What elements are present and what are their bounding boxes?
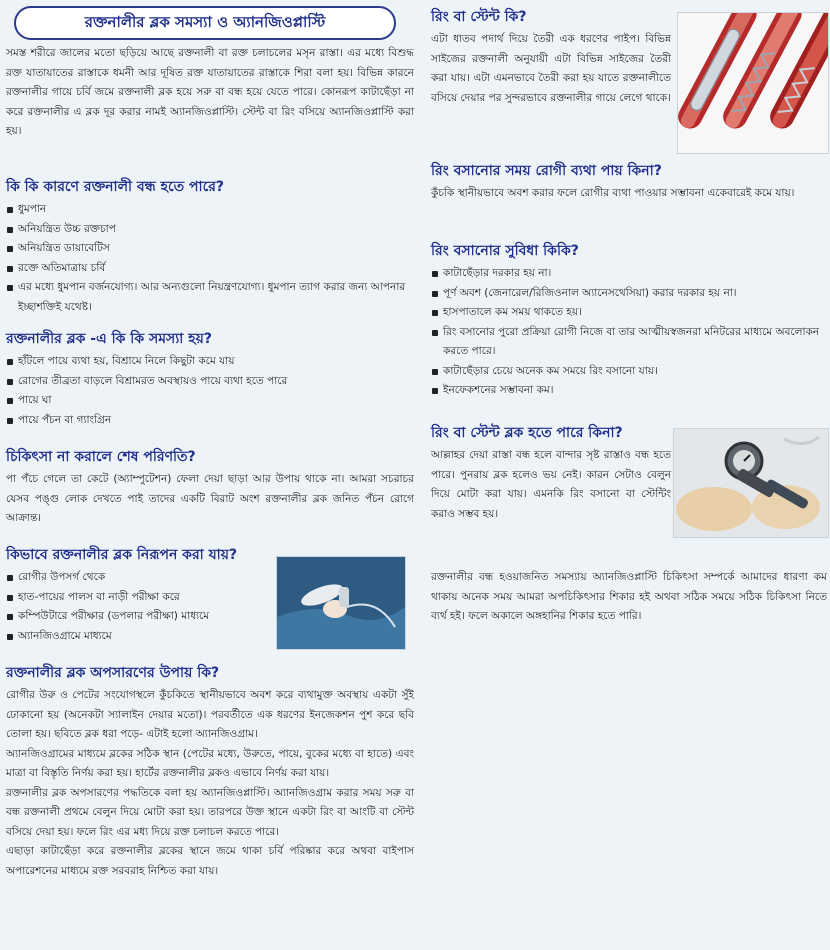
- reblock-heading: রিং বা স্টেন্ট ব্লক হতে পারে কিনা?: [431, 425, 623, 441]
- bullet-icon: [432, 291, 438, 297]
- list-item: পায়ে পঁচন বা গ্যাংগ্রিন: [6, 411, 414, 431]
- treatment-paragraph: রোগীর উরু ও পেটের সংযোগস্থলে কুঁচকিতে স্থানীয়ভাবে অবশ করে ব্যথামুক্ত অবস্থায় একটা সুঁই ঢোকানো হয় (অনেকটা স্যালাইন দেয়ার মতো)। পরবর্তীতে এক ধরণের ইনজেকশন পুশ করে ছবি তোলা হয়। ছবিতে ব্লক ধরা পড়ে- এটাই হলো অ্যানজিওগ্রাম।: [6, 689, 414, 740]
- list-item: রিং বসানোর পুরো প্রক্রিয়া রোগী নিজে বা তার আত্মীয়স্বজনরা মনিটরের মাধ্যমে অবলোকন করতে পারে।: [431, 323, 827, 362]
- outcome-section: [6, 448, 414, 529]
- list-item: কাটাছেঁড়ার দরকার হয় না।: [431, 264, 827, 284]
- treatment-paragraph: অ্যানজিওগ্রামের মাধ্যমে ব্লকের সঠিক স্থান (পেটের মধ্যে, উরুতে, পায়ে, বুকের মধ্যে বা হাতে) এবং মাত্রা বা বিস্তৃতি নির্ণয় করা হয়। হার্টের রক্তনালীর ব্লকও এভাবে নির্ণয় করা যায়।: [6, 747, 414, 779]
- diagnosis-section: [6, 546, 268, 646]
- stent-illustration: [678, 13, 828, 153]
- diagnosis-list: [6, 568, 268, 646]
- list-item: হাঁটলে পায়ে ব্যথা হয়, বিশ্রামে নিলে কিছুটা কমে যায়: [6, 352, 414, 372]
- bullet-icon: [432, 388, 438, 394]
- conclusion-text: রক্তনালীর বন্ধ হওয়াজনিত সমস্যায় অ্যানজিওপ্লাস্টি চিকিৎসা সম্পর্কে আমাদের ধারণা কম থাকায় অনেক সময় আমরা অপচিকিৎসার শিকার হই অথবা সঠিক সময়ে সঠিক চিকিৎসা নিতে ব্যর্থ হই। ফলে অকালে অঙ্গহানির শিকার হতে পারি।: [431, 571, 827, 622]
- benefits-section: [431, 242, 827, 401]
- stent-section: [431, 8, 671, 108]
- doppler-exam-illustration: [277, 557, 405, 649]
- stent-image: [677, 12, 829, 154]
- bullet-icon: [7, 227, 13, 233]
- doppler-exam-image: [276, 556, 406, 650]
- bullet-icon: [7, 266, 13, 272]
- list-item: অনিয়ন্ত্রিত উচ্চ রক্তচাপ: [6, 220, 414, 240]
- bullet-icon: [7, 246, 13, 252]
- list-item: ইনফেকশনের সম্ভাবনা কম।: [431, 381, 827, 401]
- treatment-section: [6, 664, 414, 881]
- list-item: পূর্ণ অবশ (জেনারেল/রিজিওনাল অ্যানেসথেসিয়া) করার দরকার হয় না।: [431, 284, 827, 304]
- list-item: পায়ে ঘা: [6, 391, 414, 411]
- list-item: এর মধ্যে ধুমপান বর্জনযোগ্য। আর অন্যগুলো নিয়ন্ত্রণযোগ্য। ধুমপান ত্যাগ করার জন্য আপনার ইচ্ছাশক্তিই যথেষ্ট।: [6, 278, 414, 317]
- diagnosis-heading: কিভাবে রক্তনালীর ব্লক নিরূপন করা যায়?: [6, 547, 238, 563]
- page-title: রক্তনালীর ব্লক সমস্যা ও অ্যানজিওপ্লাস্টি: [14, 6, 396, 40]
- problems-heading: রক্তনালীর ব্লক -এ কি কি সমস্যা হয়?: [6, 331, 212, 347]
- conclusion-section: [431, 568, 827, 627]
- intro-section: [6, 44, 414, 142]
- bullet-icon: [7, 614, 13, 620]
- causes-section: [6, 178, 414, 317]
- list-item: ধুমপান: [6, 200, 414, 220]
- balloon-procedure-image: [673, 428, 829, 538]
- bullet-icon: [7, 207, 13, 213]
- treatment-paragraph: রক্তনালীর ব্লক অপসারণের পদ্ধতিকে বলা হয় অ্যানজিওপ্লাস্টি। অ্যানজিওগ্রাম করার সময় সরু বা বন্ধ রক্তনালী প্রথমে বেলুন দিয়ে মোটা করা হয়। তারপরে উক্ত স্থানে একটা রিং বা আংটি বা স্টেন্ট বসিয়ে দেয়া হয়। ফলে রিং এর মধ্য দিয়ে রক্ত চলাচল করতে পারে।: [6, 786, 414, 838]
- intro-text: সমস্ত শরীরে জালের মতো ছড়িয়ে আছে রক্তনালী বা রক্ত চলাচলের মসৃন রাস্তা। এর মধ্যে বিশুদ্ধ রক্ত যাতায়াতের রাস্তাকে ধমনী আর দূষিত রক্ত যাতায়াতের রাস্তাকে শিরা বলা হয়। বিভিন্ন কারনে রক্তনালীর গায়ে চর্বি জমে রক্তনালী ব্লক হয়ে সরু বা বন্ধ হয়ে যেতে পারে। কোনরূপ কাটাছেঁড়া না করে রক্তনালীর এ ব্লক দূর করার নামই অ্যানজিওপ্লাস্টি। স্টেন্ট বা রিং বসিয়ে অ্যানজিওপ্লাস্টি করা হয়।: [6, 47, 414, 137]
- bullet-icon: [7, 398, 13, 404]
- bullet-icon: [7, 595, 13, 601]
- bullet-icon: [7, 285, 13, 291]
- list-item: হাত-পায়ের পালস বা নাড়ী পরীক্ষা করে: [6, 588, 268, 608]
- causes-heading: কি কি কারণে রক্তনালী বন্ধ হতে পারে?: [6, 179, 225, 195]
- list-item: কম্পিউটারে পরীক্ষার (ডপলার পরীক্ষা) মাধ্যমে: [6, 607, 268, 627]
- bullet-icon: [7, 575, 13, 581]
- bullet-icon: [432, 310, 438, 316]
- list-item: অনিয়ন্ত্রিত ডায়াবেটিস: [6, 239, 414, 259]
- treatment-paragraph: এছাড়া কাটাছেঁড়া করে রক্তনালীর ব্লকের স্থানে জমে থাকা চর্বি পরিষ্কার করে অথবা বাইপাস অপারেশনের মাধ্যমে রক্ত সরবরাহ নিশ্চিত করা যায়।: [6, 845, 414, 877]
- balloon-procedure-illustration: [674, 429, 828, 537]
- pain-heading: রিং বসানোর সময় রোগী ব্যথা পায় কিনা?: [431, 163, 662, 179]
- list-item: অ্যানজিওগ্রামে মাধ্যমে: [6, 627, 268, 647]
- bullet-icon: [432, 330, 438, 336]
- benefits-list: [431, 264, 827, 401]
- problems-list: [6, 352, 414, 430]
- bullet-icon: [432, 271, 438, 277]
- bullet-icon: [432, 369, 438, 375]
- problems-section: [6, 330, 414, 430]
- treatment-heading: রক্তনালীর ব্লক অপসারণের উপায় কি?: [6, 665, 220, 681]
- list-item: রোগের তীব্রতা বাড়লে বিশ্রামরত অবস্থায়ও পায়ে ব্যথা হতে পারে: [6, 372, 414, 392]
- reblock-section: [431, 424, 671, 524]
- list-item: রক্তে অতিমাত্রায় চর্বি: [6, 259, 414, 279]
- pain-text: কুঁচকি স্থানীয়ভাবে অবশ করার ফলে রোগীর ব্যথা পাওয়ার সম্ভাবনা একেবারেই কমে যায়।: [431, 187, 795, 199]
- bullet-icon: [7, 418, 13, 424]
- benefits-heading: রিং বসানোর সুবিধা কিকি?: [431, 243, 579, 259]
- list-item: রোগীর উপসর্গ থেকে: [6, 568, 268, 588]
- pain-section: [431, 162, 827, 204]
- stent-text: এটা ধাতব পদার্থ দিয়ে তৈরী এক ধরণের পাইপ। বিভিন্ন সাইজের রক্তনালী অনুযায়ী এটা বিভিন্ন সাইজের তৈরী করা যায়। এটা এমনভাবে তৈরী করা হয় যাতে রক্তনালীতে বসিয়ে দেয়ার পর সুন্দরভাবে রক্তনালীর গায়ে লেগে থাকে।: [431, 33, 671, 104]
- bullet-icon: [7, 634, 13, 640]
- reblock-text: আল্লাহর দেয়া রাস্তা বন্ধ হলে বান্দার সৃষ্ট রাস্তাও বন্ধ হতে পারে। পুনরায় ব্লক হলেও ভয় নেই। কারন সেটাও বেলুন দিয়ে মোটা করা যায়। এমনকি রিং বসানো বা স্টেন্টিং করাও সম্ভব হয়।: [431, 449, 671, 520]
- outcome-heading: চিকিৎসা না করালে শেষ পরিণতি?: [6, 449, 196, 465]
- causes-list: [6, 200, 414, 317]
- list-item: হাসপাতালে কম সময় থাকতে হয়।: [431, 303, 827, 323]
- list-item: কাটাছেঁড়ার চেয়ে অনেক কম সময়ে রিং বসানো যায়।: [431, 362, 827, 382]
- stent-heading: রিং বা স্টেন্ট কি?: [431, 9, 527, 25]
- outcome-text: পা পঁচে গেলে তা কেটে (অ্যাম্পুটেশন) ফেলা দেয়া ছাড়া আর উপায় থাকে না। আমরা সচরাচর যেসব পঙ্গু লোক দেখতে পাই তাদের একটি বিরাট অংশ রক্তনালীর ব্লক জনিত পঁচন রোগে আক্রান্ত।: [6, 473, 414, 524]
- bullet-icon: [7, 359, 13, 365]
- bullet-icon: [7, 379, 13, 385]
